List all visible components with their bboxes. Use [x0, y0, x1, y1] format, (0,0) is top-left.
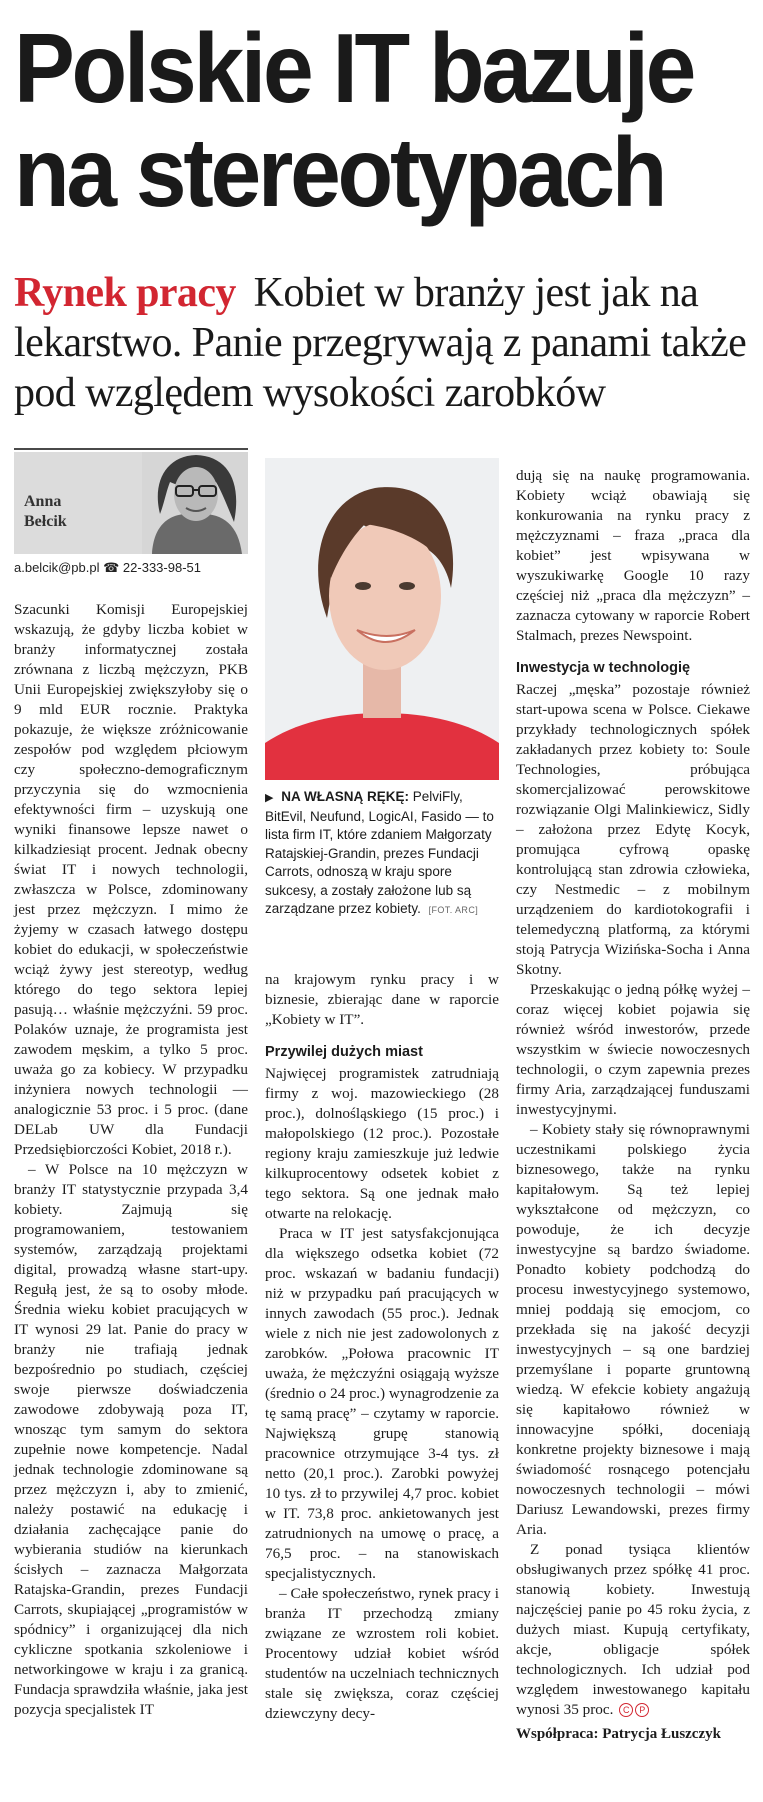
subheading: Inwestycja w technologię — [516, 660, 691, 676]
phonogram-icon: P — [635, 1703, 649, 1717]
triangle-bullet-icon: ▶ — [265, 792, 274, 804]
phone-icon: ☎ — [103, 560, 120, 575]
deck-text: Kobiet w branży jest jak na lekarstwo. Panie przegrywają z panami także pod względem wysokości zarobków — [14, 270, 747, 416]
article-photo — [265, 458, 499, 780]
author-first-name: Anna — [24, 493, 62, 510]
section-label: Rynek pracy — [14, 270, 236, 316]
headline-line-2: na stereotypach — [14, 117, 665, 227]
author-name — [24, 492, 67, 532]
caption-lead: NA WŁASNĄ RĘKĘ: — [281, 789, 409, 804]
article-paragraph: na krajowym rynku pracy i w biznesie, zbierając dane w raporcie „Kobiety w IT”. — [265, 971, 499, 1028]
article-paragraph: Przeskakując o jedną półkę wyżej – coraz więcej kobiet pojawia się również wśród inwestorów, przede wszystkim w świecie nowoczesnych technologii, o czym zapewnia prezes firmy Aria, zarządzającej funduszami inwestycyjnymi. — [516, 981, 750, 1118]
deck — [14, 268, 754, 418]
article-paragraph — [516, 1540, 750, 1720]
article-paragraph: – Całe społeczeństwo, rynek pracy i branża IT przechodzą zmiany związane ze wzrostem roli kobiet. Procentowy udział kobiet wśród studentów na uczelniach technicznych stale się zwiększa, coraz częściej dziewczyny decy- — [265, 1585, 499, 1722]
article-column-2 — [265, 970, 499, 1724]
author-phone: 22-333-98-51 — [122, 560, 201, 575]
article-column-3 — [516, 466, 750, 1744]
author-contact — [14, 560, 248, 576]
article-paragraph: Szacunki Komisji Europejskiej wskazują, że gdyby liczba kobiet w branży informatycznej została zrównana z liczbą mężczyzn, PKB Unii Europejskiej zwiększyłoby się o 9 mld EUR rocznie. Praktyka pokazuje, że większe zróżnicowanie zespołów pod względem płciowym czy społeczno-demograficznym przyczynia się do wzmocnienia efektywności firm – uzyskują one wyniki finansowe lepsze nawet o kilkadziesiąt procent. Jednak obecny świat IT i nowych technologii, zwłaszcza w Polsce, zdominowany jest przez mężczyzn. I mimo że żyjemy w czasach łatwego dostępu kobiet do edukacji, w społeczeństwie wciąż żywy jest stereotyp, według którego do tego sektora lepiej pasują… właśnie mężczyźni. 59 proc. Polaków uznaje, że programista jest zawodem męskim, a tylko 5 proc. uważa go za kobiecy. W przypadku inżyniera nowych technologii — analogicznie 53 proc. i 5 proc. (dane DELab UW dla Fundacji Przedsiębiorczości Kobiet, 2018 r.). — [14, 601, 248, 1158]
subheading: Przywilej dużych miast — [265, 1044, 423, 1060]
author-portrait — [142, 452, 248, 554]
author-last-name: Bełcik — [24, 513, 67, 530]
caption-text: PelviFly, BitEvil, Neufund, LogicAI, Fasido — to lista firm IT, które zdaniem Małgorzaty Ratajskiej-Grandin, prezes Fundacji Carrots, odnoszą w kraju spore sukcesy, a zostały założone lub są zarządzane przez kobiety. — [265, 789, 494, 916]
article-paragraph: – Kobiety stały się równoprawnymi uczestnikami polskiego życia biznesowego, także na rynku kapitałowym. Są też lepiej wykształcone od mężczyzn, co powoduje, że ich decyzje inwestycyjne są bardzo świadome. Ponadto kobiety podchodzą do procesu inwestycyjnego systemowo, mniej poddają się emocjom, co przekłada się na jakość decyzji inwestycyjnych – są one bardziej przemyślane i poparte gruntowną wiedzą. W efekcie kobiety angażują się kapitałowo również w innowacyjne spółki, doceniają konkretne projekty biznesowe i mają świadomość rosnącego potencjału nowoczesnych technologii – mówi Dariusz Lewandowski, prezes firmy Aria. — [516, 1121, 750, 1538]
photo-caption — [265, 788, 499, 920]
author-email[interactable]: a.belcik@pb.pl — [14, 560, 100, 575]
author-box — [14, 452, 248, 554]
headline-line-1: Polskie IT bazuje — [14, 13, 694, 123]
photo-credit: [FOT. ARC] — [428, 905, 479, 915]
article-paragraph: Praca w IT jest satysfakcjonująca dla większego odsetka kobiet (72 proc. wskazań w badaniu fundacji) niż w przypadku pań pracujących w innych zawodach (55 proc.). Jednak wiele z nich nie jest zadowolonych z zarobków. „Połowa pracownic IT uważa, że mężczyźni osiągają wyższe (średnio o 24 proc.) wynagrodzenie za tę samą pracę” – czytamy w raporcie. Największą grupę stanowią pracownice otrzymujące 3-4 tys. zł netto (20,1 proc.). Zarobki powyżej 10 tys. zł to przywilej 4,7 proc. kobiet w IT. 73,8 proc. ankietowanych jest zatrudnionych na umowę o pracę, a 76,5 proc. – na stanowiskach specjalistycznych. — [265, 1225, 499, 1582]
final-paragraph-text: Z ponad tysiąca klientów obsługiwanych przez spółkę 41 proc. stanowią kobiety. Inwestują najczęściej panie po 45 roku życia, z dużych miast. Kupują certyfikaty, akcje, obligacje spółek technologicznych. Ich udział pod względem inwestowanego kapitału wynosi 35 proc. — [516, 1541, 750, 1718]
article-paragraph: – W Polsce na 10 mężczyzn w branży IT statystycznie przypada 3,4 kobiety. Zajmują się programowaniem, testowaniem systemów, zarządzają projektami digital, prowadzą własne start-upy. Regułą jest, że są to osoby młode. Średnia wieku kobiet pracujących w IT wynosi 29 lat. Panie do pracy w branży nie trafiają jednak bezpośrednio po studiach, częściej swoje pierwsze doświadczenia zawodowe zdobywają poza IT, wnosząc tym samym do sektora zupełnie nowe kompetencje. Nadal jednak technologie zdominowane są przez mężczyzn i, aby to zmienić, należy postawić na edukację i działania zachęcające panie do wybierania studiów na kierunkach ścisłych – zaznacza Małgorzata Ratajska-Grandin, prezes Fundacji Carrots, skupiającej „programistów w spódnicy” i organizującej dla nich cykliczne spotkania szkoleniowe i networkingowe w kraju i za granicą. Fundacja sprawdziła właśnie, jaka jest pozycja specjalistek IT — [14, 1161, 248, 1718]
author-rule — [14, 448, 248, 450]
article-paragraph: Raczej „męska” pozostaje również start-upowa scena w Polsce. Ciekawe przykłady technologicznych spółek zakładanych przez kobiety to: Soule Technologies, próbująca skomercjalizować perowskitowe rozwiązanie Olgi Malinkiewicz, Sidly – założona przez Edytę Kocyk, promująca cyfrową opaskę kontrolującą stan zdrowia człowieka, czy Nestmedic – z mobilnym urządzeniem do kardiotokografii i telemedyczną platformą, za którymi stoją Patrycja Wizińska-Socha i Anna Skotny. — [516, 681, 750, 978]
article-column-1 — [14, 600, 248, 1720]
headline — [14, 13, 702, 227]
article-paragraph: dują się na naukę programowania. Kobiety wciąż obawiają się konkurowania na rynku pracy z mężczyznami – fraza „praca dla kobiet” jest wpisywana w wyszukiwarkę Google 10 razy częściej niż „praca dla mężczyzn” – zaznacza cytowany w raporcie Robert Stalmach, prezes Newspoint. — [516, 467, 750, 644]
copyright-icon: C — [619, 1703, 633, 1717]
article-paragraph: Najwięcej programistek zatrudniają firmy z woj. mazowieckiego (28 proc.), dolnośląskiego (15 proc.) i małopolskiego (12 proc.). Pozostałe regiony kraju zamieszkuje już ledwie kilkuprocentowy odsetek kobiet z tego sektora. Są one jednak mało otwarte na relokację. — [265, 1065, 499, 1222]
cooperation-credit: Współpraca: Patrycja Łuszczyk — [516, 1726, 721, 1742]
